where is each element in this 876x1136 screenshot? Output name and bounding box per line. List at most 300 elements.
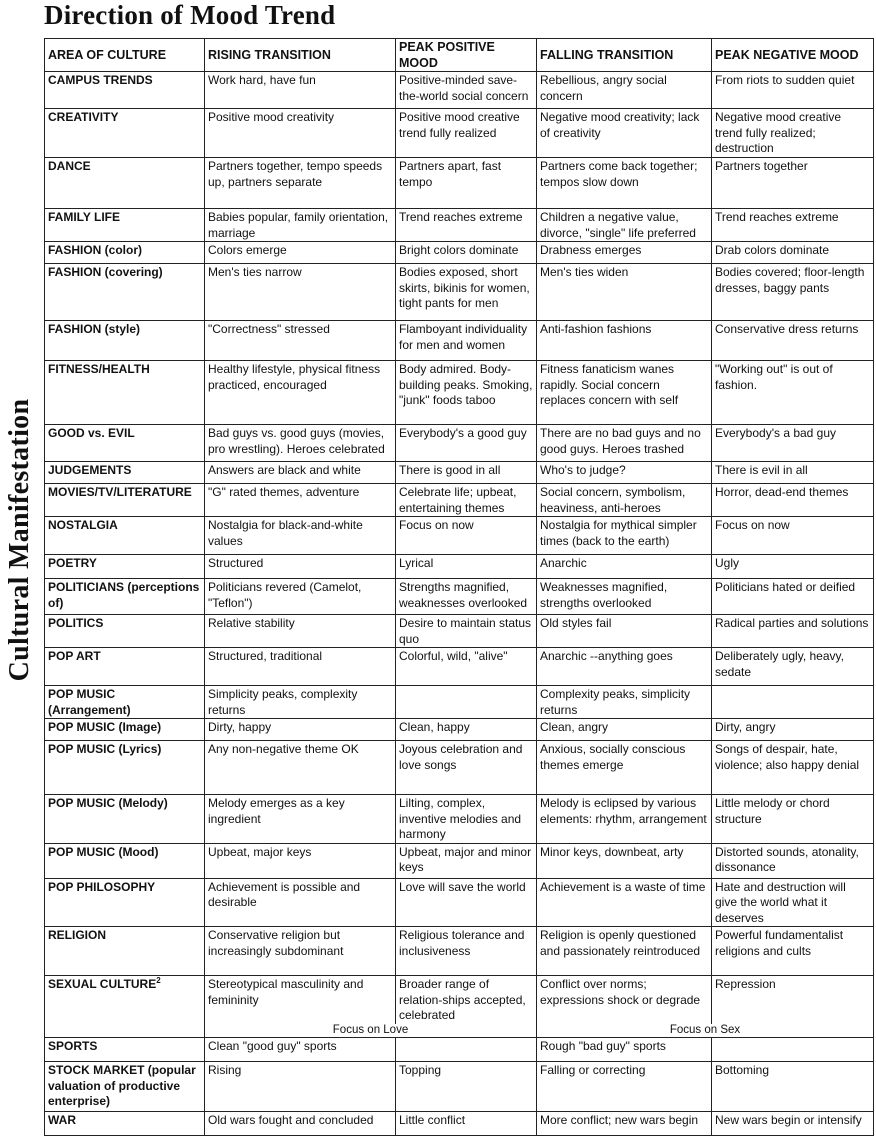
cell-peak-negative (712, 158, 874, 209)
cell-peak-negative (712, 264, 874, 321)
cell-text: Clean, angry (540, 720, 609, 734)
cell-rising (205, 579, 396, 615)
cell-text: Religion is openly questioned and passionately reintroduced (540, 928, 701, 958)
cell-text: POP MUSIC (Melody) (48, 796, 168, 810)
table-row (45, 1112, 874, 1136)
cell-text: Focus on now (715, 518, 790, 532)
cell-peak-negative (712, 361, 874, 425)
cell-peak-positive (396, 1062, 537, 1112)
cell-text: Any non-negative theme OK (208, 742, 359, 756)
cell-peak-negative (712, 843, 874, 878)
cell-peak-positive (396, 741, 537, 795)
cell-falling (537, 484, 712, 517)
cell-peak-positive (396, 615, 537, 648)
cell-rising (205, 425, 396, 462)
cell-text: Conservative dress returns (715, 322, 859, 336)
cell-falling (537, 361, 712, 425)
cell-area (45, 555, 205, 579)
cell-text: Everybody's a good guy (399, 426, 527, 440)
cell-text: Colorful, wild, "alive" (399, 649, 508, 663)
cell-text: Politicians revered (Camelot, "Teflon") (208, 580, 362, 610)
cell-peak-negative (712, 484, 874, 517)
cell-area (45, 1112, 205, 1136)
cell-falling (537, 1112, 712, 1136)
cell-peak-positive (396, 209, 537, 242)
cell-text: There is good in all (399, 463, 501, 477)
cell-text: Anti-fashion fashions (540, 322, 652, 336)
cell-text: Songs of despair, hate, violence; also happy denial (715, 742, 860, 772)
cell-text: Partners together (715, 159, 808, 173)
cell-text: "G" rated themes, adventure (208, 485, 360, 499)
cell-peak-positive (396, 462, 537, 484)
cell-text: Repression (715, 977, 776, 991)
table-row (45, 927, 874, 976)
cell-text: NOSTALGIA (48, 518, 118, 532)
cell-text: Colors emerge (208, 243, 287, 257)
cell-text: POP MUSIC (Image) (48, 720, 162, 734)
cell-rising (205, 1112, 396, 1136)
cell-text: Hate and destruction will give the world what it deserves (715, 879, 846, 925)
cell-text: Body admired. Body-building peaks. Smoking, "junk" foods taboo (399, 362, 533, 407)
cell-text: Complexity peaks, simplicity returns (540, 687, 691, 717)
cell-peak-positive (396, 555, 537, 579)
cell-area (45, 158, 205, 209)
cell-text: POLITICS (48, 616, 104, 630)
focus-row (45, 1024, 874, 1038)
table-row (45, 242, 874, 264)
cell-text: Bottoming (715, 1063, 770, 1077)
cell-rising (205, 264, 396, 321)
cell-text: FASHION (style) (48, 322, 141, 336)
cell-area (45, 109, 205, 158)
table-row (45, 361, 874, 425)
cell-text: Men's ties narrow (208, 265, 302, 279)
cell-text: MOVIES/TV/LITERATURE (48, 485, 192, 499)
cell-text: There are no bad guys and no good guys. Heroes trashed (540, 426, 701, 456)
cell-text: Positive mood creativity (208, 110, 335, 124)
cell-falling (537, 719, 712, 741)
table-row (45, 795, 874, 844)
cell-falling (537, 579, 712, 615)
cell-peak-positive (396, 425, 537, 462)
cell-text: Falling or correcting (540, 1063, 646, 1077)
cell-text: Partners apart, fast tempo (399, 159, 502, 189)
table-row (45, 579, 874, 615)
cell-area (45, 1038, 205, 1062)
cell-falling (537, 1038, 712, 1062)
cell-rising (205, 795, 396, 844)
cell-peak-positive (396, 361, 537, 425)
cell-text: Structured (208, 556, 264, 570)
table-row (45, 615, 874, 648)
cell-peak-negative (712, 425, 874, 462)
cell-rising (205, 361, 396, 425)
focus-positive: Focus on Love (205, 1024, 537, 1038)
cell-text: Partners come back together; tempos slow down (540, 159, 698, 189)
cell-text: DANCE (48, 159, 91, 173)
table-row (45, 72, 874, 109)
cell-area (45, 976, 205, 1024)
table-row (45, 686, 874, 719)
cell-area (45, 843, 205, 878)
cell-text: Deliberately ugly, heavy, sedate (715, 649, 844, 679)
cell-falling (537, 425, 712, 462)
cell-text: Bright colors dominate (399, 243, 519, 257)
cell-peak-negative (712, 462, 874, 484)
cell-peak-negative (712, 1062, 874, 1112)
cell-falling (537, 517, 712, 555)
cell-falling (537, 242, 712, 264)
cell-peak-negative (712, 555, 874, 579)
cell-area (45, 484, 205, 517)
cell-text: POP MUSIC (Arrangement) (48, 687, 131, 717)
cell-area (45, 462, 205, 484)
table-row (45, 719, 874, 741)
cell-text: Everybody's a bad guy (715, 426, 837, 440)
cell-rising (205, 462, 396, 484)
cell-falling (537, 555, 712, 579)
cell-text: POP PHILOSOPHY (48, 879, 156, 894)
cell-text: Joyous celebration and love songs (399, 742, 523, 772)
cell-area (45, 615, 205, 648)
cell-rising (205, 209, 396, 242)
cell-rising (205, 321, 396, 361)
cell-text: Anxious, socially conscious themes emerge (540, 742, 686, 772)
cell-text: FAMILY LIFE (48, 210, 121, 224)
cell-text: CREATIVITY (48, 110, 119, 124)
cell-falling (537, 843, 712, 878)
cell-text: Rough "bad guy" sports (540, 1039, 666, 1053)
cell-rising (205, 1038, 396, 1062)
cell-text: More conflict; new wars begin (540, 1113, 699, 1127)
cell-text: Healthy lifestyle, physical fitness practiced, encouraged (208, 362, 381, 392)
cell-peak-negative (712, 795, 874, 844)
cell-text: Flamboyant individuality for men and women (399, 322, 528, 352)
cell-text: Melody emerges as a key ingredient (208, 796, 345, 826)
cell-peak-negative (712, 719, 874, 741)
cell-text: Who's to judge? (540, 463, 626, 477)
cell-text: Answers are black and white (208, 463, 361, 477)
cell-text: Little melody or chord structure (715, 796, 830, 826)
cell-peak-positive (396, 264, 537, 321)
cell-peak-negative (712, 976, 874, 1024)
cell-text: Upbeat, major keys (208, 844, 312, 859)
cell-text: Clean, happy (399, 720, 470, 734)
cell-area (45, 361, 205, 425)
cell-text: CAMPUS TRENDS (48, 73, 153, 87)
cell-text: GOOD vs. EVIL (48, 426, 135, 440)
cell-peak-negative (712, 209, 874, 242)
cell-text: POLITICIANS (perceptions of) (48, 580, 200, 610)
cell-text: Stereotypical masculinity and femininity (208, 977, 364, 1007)
cell-area (45, 795, 205, 844)
cell-text: Negative mood creativity; lack of creativity (540, 110, 700, 140)
cell-text: Weaknesses magnified, strengths overlooked (540, 580, 668, 610)
cell-text: Drabness emerges (540, 243, 642, 257)
cell-area (45, 927, 205, 976)
cell-text: Clean "good guy" sports (208, 1039, 337, 1053)
table-row (45, 109, 874, 158)
cell-peak-positive (396, 158, 537, 209)
cell-text: Positive mood creative trend fully realized (399, 110, 520, 140)
cell-text: Babies popular, family orientation, marriage (208, 210, 389, 240)
cell-peak-negative (712, 878, 874, 927)
cell-text: WAR (48, 1113, 76, 1127)
cell-text: Simplicity peaks, complexity returns (208, 687, 358, 717)
cell-falling (537, 927, 712, 976)
cell-text: SEXUAL CULTURE (48, 977, 157, 991)
cell-text: POP MUSIC (Mood) (48, 844, 159, 859)
cell-text: POP MUSIC (Lyrics) (48, 742, 162, 756)
cell-falling (537, 615, 712, 648)
cell-rising (205, 878, 396, 927)
cell-area (45, 425, 205, 462)
cell-peak-negative (712, 927, 874, 976)
cell-text: Relative stability (208, 616, 295, 630)
cell-falling (537, 741, 712, 795)
cell-area (45, 242, 205, 264)
cell-rising (205, 484, 396, 517)
cell-text: Anarchic --anything goes (540, 649, 673, 663)
cell-peak-positive (396, 321, 537, 361)
cell-text: Nostalgia for mythical simpler times (back to the earth) (540, 518, 697, 548)
cell-rising (205, 555, 396, 579)
cell-text: Radical parties and solutions (715, 616, 869, 630)
cell-area (45, 648, 205, 686)
cell-text: Politicians hated or deified (715, 580, 856, 594)
cell-area (45, 878, 205, 927)
cell-peak-positive (396, 795, 537, 844)
cell-falling (537, 878, 712, 927)
cell-text: Men's ties widen (540, 265, 629, 279)
cell-text: Drab colors dominate (715, 243, 830, 257)
cell-text: Work hard, have fun (208, 73, 316, 87)
cell-area (45, 72, 205, 109)
cell-area (45, 719, 205, 741)
cell-peak-negative (712, 517, 874, 555)
table-row (45, 648, 874, 686)
cell-text: Conservative religion but increasingly subdominant (208, 928, 344, 958)
cell-text: Broader range of relation-ships accepted, celebrated (399, 977, 526, 1022)
cell-text: "Working out" is out of fashion. (715, 362, 833, 392)
cell-text: Nostalgia for black-and-white values (208, 518, 363, 548)
cell-text: Children a negative value, divorce, "single" life preferred (540, 210, 696, 240)
cell-text: Upbeat, major and minor keys (399, 844, 532, 874)
cell-area (45, 321, 205, 361)
cell-text: Anarchic (540, 556, 587, 570)
cell-falling (537, 795, 712, 844)
cell-text: Desire to maintain status quo (399, 616, 532, 646)
cell-text: POP ART (48, 649, 101, 663)
header-rising: RISING TRANSITION (205, 39, 396, 72)
cell-falling (537, 209, 712, 242)
header-peak-negative: PEAK NEGATIVE MOOD (712, 39, 874, 72)
cell-peak-positive (396, 686, 537, 719)
cell-peak-positive (396, 927, 537, 976)
cell-text: FASHION (covering) (48, 265, 163, 279)
cell-text: Positive-minded save-the-world social concern (399, 73, 529, 103)
cell-peak-positive (396, 878, 537, 927)
cell-text: Bodies covered; floor-length dresses, baggy pants (715, 265, 865, 295)
cell-peak-negative (712, 686, 874, 719)
table-row (45, 209, 874, 242)
table-row (45, 878, 874, 927)
table-row (45, 425, 874, 462)
table-row (45, 976, 874, 1024)
cell-text: Fitness fanaticism wanes rapidly. Social concern replaces concern with self (540, 362, 679, 407)
cell-falling (537, 321, 712, 361)
cell-text: Strengths magnified, weaknesses overlooked (399, 580, 528, 610)
cell-text: Conflict over norms; expressions shock or degrade (540, 977, 701, 1007)
cell-area (45, 741, 205, 795)
cell-text: Distorted sounds, atonality, dissonance (715, 844, 859, 874)
cell-text: Topping (399, 1063, 442, 1077)
cell-peak-positive (396, 484, 537, 517)
cell-peak-positive (396, 517, 537, 555)
cell-text: Old wars fought and concluded (208, 1113, 374, 1127)
cell-text: Lilting, complex, inventive melodies and harmony (399, 796, 522, 841)
cell-text: Rebellious, angry social concern (540, 73, 667, 103)
cell-text: Bad guys vs. good guys (movies, pro wrestling). Heroes celebrated (208, 426, 385, 456)
cell-text: There is evil in all (715, 463, 808, 477)
cell-peak-negative (712, 615, 874, 648)
cell-falling (537, 158, 712, 209)
cell-area (45, 579, 205, 615)
cell-text: Celebrate life; upbeat, entertaining themes (399, 485, 517, 515)
cell-text: From riots to sudden quiet (715, 73, 855, 87)
cell-falling (537, 686, 712, 719)
cell-falling (537, 1062, 712, 1112)
cell-rising (205, 242, 396, 264)
cell-peak-positive (396, 976, 537, 1024)
cell-text: Focus on now (399, 518, 474, 532)
cell-rising (205, 158, 396, 209)
cell-peak-negative (712, 579, 874, 615)
cell-peak-negative (712, 648, 874, 686)
cell-text: Melody is eclipsed by various elements: rhythm, arrangement (540, 796, 707, 826)
cell-peak-negative (712, 1112, 874, 1136)
cell-text: Bodies exposed, short skirts, bikinis for women, tight pants for men (399, 265, 530, 310)
cell-peak-positive (396, 1038, 537, 1062)
cell-area (45, 209, 205, 242)
cell-falling (537, 72, 712, 109)
cell-falling (537, 109, 712, 158)
cell-text: Minor keys, downbeat, arty (540, 844, 684, 859)
cell-text: Negative mood creative trend fully realized; destruction (715, 110, 842, 155)
side-label-text: Cultural Manifestation (4, 398, 35, 682)
table-row (45, 264, 874, 321)
cell-area (45, 686, 205, 719)
cell-rising (205, 927, 396, 976)
cell-text: Love will save the world (399, 879, 526, 894)
header-peak-positive: PEAK POSITIVE MOOD (396, 39, 537, 72)
cell-text: Rising (208, 1063, 242, 1077)
cell-rising (205, 517, 396, 555)
table-row (45, 843, 874, 878)
cell-text: Achievement is possible and desirable (208, 879, 361, 909)
table-row (45, 321, 874, 361)
page-title: Direction of Mood Trend (44, 0, 336, 30)
cell-area (45, 264, 205, 321)
cell-text: Old styles fail (540, 616, 612, 630)
mood-trend-table (44, 38, 874, 1136)
cell-text: Trend reaches extreme (715, 210, 839, 224)
cell-falling (537, 264, 712, 321)
cell-text: Ugly (715, 556, 740, 570)
cell-text: JUDGEMENTS (48, 463, 132, 477)
cell-text: Powerful fundamentalist religions and cults (715, 928, 844, 958)
cell-text: New wars begin or intensify (715, 1113, 862, 1127)
cell-text: FASHION (color) (48, 243, 143, 257)
cell-text: SPORTS (48, 1039, 98, 1053)
cell-peak-positive (396, 1112, 537, 1136)
table-row (45, 741, 874, 795)
cell-falling (537, 976, 712, 1024)
cell-text: Achievement is a waste of time (540, 879, 706, 894)
table-row (45, 1062, 874, 1112)
cell-text: "Correctness" stressed (208, 322, 330, 336)
cell-rising (205, 719, 396, 741)
table-row (45, 158, 874, 209)
cell-falling (537, 462, 712, 484)
cell-text: STOCK MARKET (popular valuation of productive enterprise) (48, 1063, 196, 1108)
table-row (45, 517, 874, 555)
table-body (45, 72, 874, 1136)
cell-text: Dirty, angry (715, 720, 776, 734)
cell-rising (205, 976, 396, 1024)
cell-peak-positive (396, 719, 537, 741)
cell-area (45, 1062, 205, 1112)
cell-text: Partners together, tempo speeds up, partners separate (208, 159, 383, 189)
table-row (45, 484, 874, 517)
table-row (45, 462, 874, 484)
cell-rising (205, 1062, 396, 1112)
cell-text: POETRY (48, 556, 97, 570)
cell-text: Dirty, happy (208, 720, 272, 734)
cell-peak-negative (712, 72, 874, 109)
footnote-marker: 2 (156, 976, 161, 985)
cell-peak-positive (396, 843, 537, 878)
cell-rising (205, 843, 396, 878)
cell-text: FITNESS/HEALTH (48, 362, 150, 376)
table-row (45, 555, 874, 579)
cell-falling (537, 648, 712, 686)
focus-blank-cell (45, 1024, 205, 1038)
cell-peak-positive (396, 242, 537, 264)
cell-rising (205, 615, 396, 648)
cell-peak-positive (396, 109, 537, 158)
cell-text: Little conflict (399, 1113, 466, 1127)
cell-text: Religious tolerance and inclusiveness (399, 928, 525, 958)
header-area: AREA OF CULTURE (45, 39, 205, 72)
side-label (0, 240, 40, 840)
cell-rising (205, 741, 396, 795)
cell-rising (205, 109, 396, 158)
cell-peak-negative (712, 1038, 874, 1062)
cell-text: Trend reaches extreme (399, 210, 523, 224)
cell-text: Lyrical (399, 556, 434, 570)
cell-rising (205, 72, 396, 109)
focus-negative: Focus on Sex (537, 1024, 874, 1038)
cell-peak-negative (712, 321, 874, 361)
header-row (45, 39, 874, 72)
cell-text: Horror, dead-end themes (715, 485, 849, 499)
cell-text: Social concern, symbolism, heaviness, anti-heroes (540, 485, 686, 515)
cell-peak-positive (396, 72, 537, 109)
cell-peak-positive (396, 579, 537, 615)
cell-peak-negative (712, 242, 874, 264)
cell-peak-negative (712, 109, 874, 158)
